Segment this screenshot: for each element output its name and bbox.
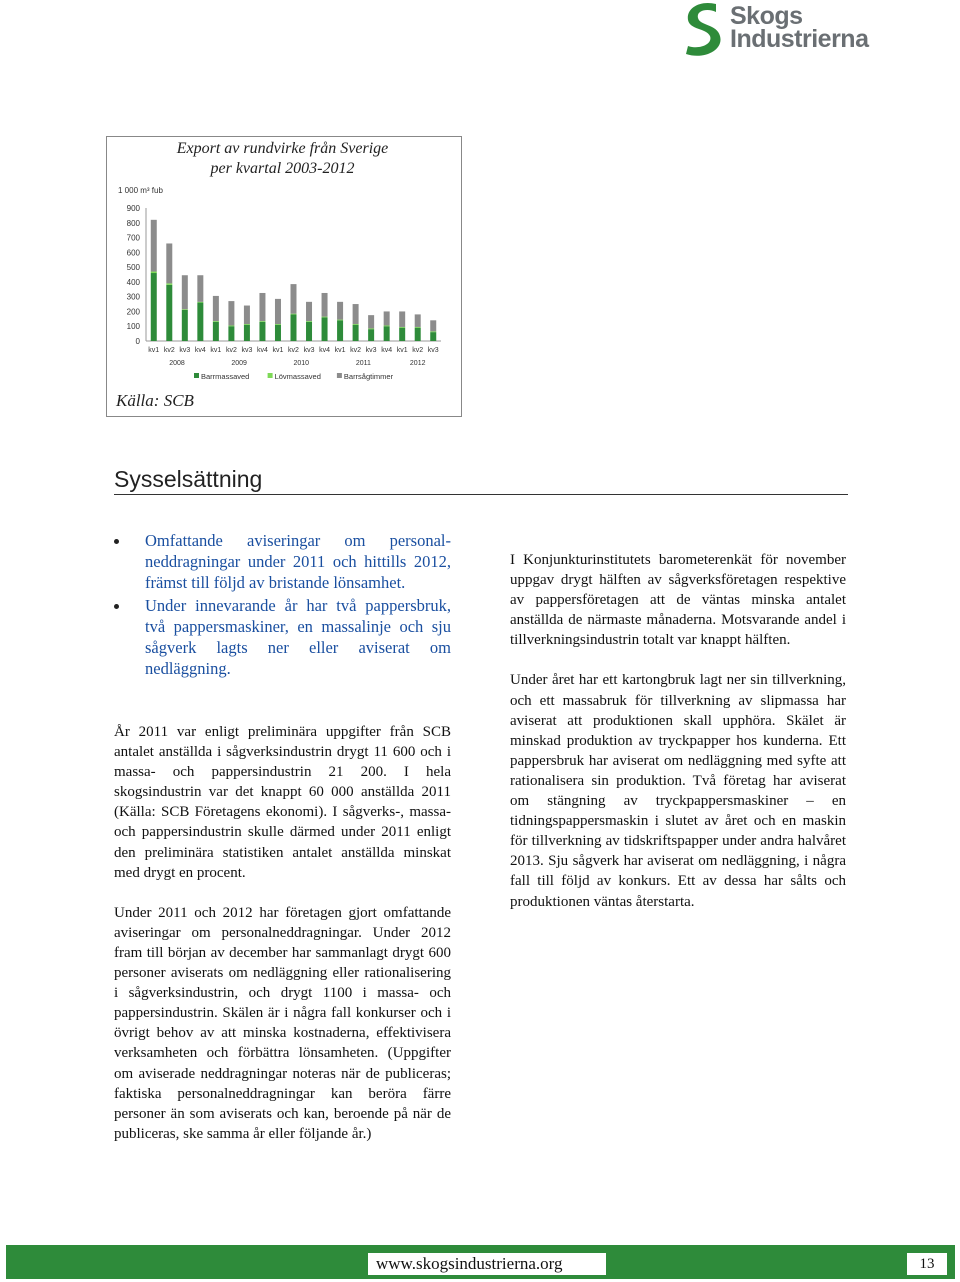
legend-swatch bbox=[194, 373, 199, 378]
left-column bbox=[114, 722, 451, 1164]
paragraph: Under året har ett kartongbruk lagt ner sin tillverkning, och ett massabruk för tillverkning av slipmassa har aviserat att produktionen skall upphöra. Skälet är minskad produktion av tryckpapper hos kunderna. Ett pappersbruk har aviserat om nedläggning med syfte att rationalisera sin produktion. Två företag har aviserat om stängning av tryckpappersmaskiner – en tidningspappersmaskin i slutet av året och en maskin för tillverkning av tidskriftspapper under andra halvåret 2013. Sju sågverk har aviserat om nedläggning, i några fall till följd av konkurs. Ett av dessa har sålts och produktionen väntas återstarta. bbox=[510, 672, 846, 910]
x-tick-label: kv2 bbox=[163, 347, 175, 354]
year-label: 2011 bbox=[355, 360, 371, 367]
bullet-text: Under innevarande år har två pappersbruk, två pappersmaskiner, en massalinje och sju sågverk lagts ner eller aviserat om nedläggning. bbox=[145, 596, 451, 678]
chart-title-line-1: Export av rundvirke från Sverige bbox=[176, 140, 389, 157]
x-tick-label: kv1 bbox=[148, 347, 160, 354]
x-tick-label: kv2 bbox=[412, 347, 424, 354]
legend-label: Lövmassaved bbox=[274, 372, 321, 381]
bar-segment-lövmassaved bbox=[430, 331, 436, 332]
bullet-dot-icon bbox=[114, 604, 119, 609]
heading-divider bbox=[114, 494, 848, 495]
bar-segment-barrsågtimmer bbox=[322, 293, 328, 317]
bar-segment-barrmassaved bbox=[197, 303, 203, 341]
bullet-item bbox=[114, 530, 451, 593]
bar-segment-barrmassaved bbox=[228, 326, 234, 341]
bar-segment-lövmassaved bbox=[384, 325, 390, 326]
bullet-item bbox=[114, 595, 451, 679]
bar-segment-barrsågtimmer bbox=[353, 304, 359, 324]
legend-label: Barrsågtimmer bbox=[343, 372, 394, 381]
bar-segment-barrmassaved bbox=[399, 328, 405, 341]
bar-segment-barrsågtimmer bbox=[228, 301, 234, 325]
bar-segment-lövmassaved bbox=[166, 283, 172, 284]
bar-segment-lövmassaved bbox=[151, 272, 157, 273]
bar-segment-barrmassaved bbox=[384, 326, 390, 341]
y-tick-label: 500 bbox=[126, 263, 140, 273]
bar-segment-barrsågtimmer bbox=[337, 302, 343, 320]
bullet-dot-icon bbox=[114, 539, 119, 544]
y-tick-label: 200 bbox=[126, 307, 140, 317]
x-tick-label: kv1 bbox=[334, 347, 346, 354]
bar-segment-barrsågtimmer bbox=[275, 299, 281, 324]
x-tick-label: kv1 bbox=[396, 347, 408, 354]
footer-url-link[interactable]: www.skogsindustrierna.org bbox=[368, 1253, 606, 1275]
x-tick-label: kv4 bbox=[194, 347, 206, 354]
bar-segment-barrsågtimmer bbox=[430, 320, 436, 331]
bar-segment-barrsågtimmer bbox=[151, 220, 157, 272]
bullet-list bbox=[114, 530, 451, 681]
bar-segment-barrsågtimmer bbox=[399, 311, 405, 327]
bar-segment-lövmassaved bbox=[337, 320, 343, 321]
x-tick-label: kv3 bbox=[241, 347, 253, 354]
bar-segment-barrmassaved bbox=[291, 314, 297, 341]
legend-swatch bbox=[268, 373, 273, 378]
bar-segment-barrsågtimmer bbox=[384, 311, 390, 325]
bar-segment-lövmassaved bbox=[291, 314, 297, 315]
bar-segment-barrsågtimmer bbox=[166, 243, 172, 283]
year-label: 2012 bbox=[409, 360, 426, 367]
bar-segment-barrmassaved bbox=[259, 322, 265, 341]
x-tick-label: kv4 bbox=[381, 347, 393, 354]
y-tick-label: 100 bbox=[126, 322, 140, 332]
chart-source: Källa: SCB bbox=[116, 391, 194, 410]
bar-segment-barrmassaved bbox=[275, 325, 281, 341]
year-label: 2009 bbox=[231, 360, 247, 367]
bar-segment-barrmassaved bbox=[337, 320, 343, 341]
bar-segment-barrmassaved bbox=[368, 329, 374, 341]
bar-segment-lövmassaved bbox=[182, 309, 188, 310]
y-tick-label: 900 bbox=[126, 204, 140, 213]
bar-segment-barrmassaved bbox=[244, 325, 250, 341]
bar-segment-lövmassaved bbox=[322, 317, 328, 318]
y-tick-label: 800 bbox=[126, 218, 140, 228]
bar-segment-barrmassaved bbox=[151, 273, 157, 341]
bar-segment-lövmassaved bbox=[353, 324, 359, 325]
bar-segment-lövmassaved bbox=[244, 324, 250, 325]
logo-word-1: Skogs bbox=[730, 2, 803, 30]
bar-segment-barrmassaved bbox=[182, 310, 188, 341]
section-heading: Sysselsättning bbox=[114, 466, 263, 492]
logo-mark-icon bbox=[680, 0, 728, 56]
bar-segment-barrsågtimmer bbox=[306, 302, 312, 321]
chart-title bbox=[160, 139, 405, 179]
bar-segment-barrsågtimmer bbox=[244, 306, 250, 324]
legend-label: Barrmassaved bbox=[201, 372, 250, 381]
bar-segment-barrsågtimmer bbox=[291, 284, 297, 314]
paragraph: Under 2011 och 2012 har företagen gjort omfattande aviseringar om personalneddragningar. Under 2012 fram till början av december har sammanlagt drygt 600 personer aviserats om nedläggning eller rationalisering i sågverksindustrin, och drygt 1100 i massa- och pappersindustrin. Skälen är i några fall konkurser och i övrigt behov av att minska kostnaderna, effektivisera verksamheten och förbättra lönsamheten. (Uppgifter om aviserade neddragningar noteras när de publiceras; faktiska personalneddragningar kan beröra färre personer än som aviserats och kan, beroende på när de publiceras, ske samma år eller följande år.) bbox=[114, 904, 451, 1142]
bar-segment-barrmassaved bbox=[166, 285, 172, 341]
bar-segment-barrsågtimmer bbox=[259, 293, 265, 321]
x-tick-label: kv4 bbox=[256, 347, 268, 354]
bar-segment-lövmassaved bbox=[228, 325, 234, 326]
bar-segment-barrmassaved bbox=[306, 322, 312, 341]
y-tick-label: 400 bbox=[126, 277, 140, 287]
logo-word-2: Industrierna bbox=[730, 25, 869, 53]
bar-segment-barrsågtimmer bbox=[415, 314, 421, 327]
y-axis-unit-label: 1 000 m³ fub bbox=[118, 186, 163, 195]
x-tick-label: kv2 bbox=[288, 347, 299, 354]
bar-segment-barrmassaved bbox=[213, 322, 219, 341]
bar-segment-barrmassaved bbox=[353, 325, 359, 341]
paragraph: I Konjunkturinstitutets barometerenkät för november uppgav drygt hälften av sågverksföretagen respektive av pappersföretagen att de väntas minska antalet anställda de närmaste månaderna. Motsvarande andel i tillverkningsindustrin totalt var knappt hälften. bbox=[510, 552, 846, 649]
year-label: 2010 bbox=[293, 360, 310, 367]
x-tick-label: kv3 bbox=[427, 347, 439, 354]
bar-segment-lövmassaved bbox=[259, 321, 265, 322]
paragraph: År 2011 var enligt preliminära uppgifter från SCB antalet anställda i sågverksindustrin drygt 11 600 och i massa- och pappersindustrin 21 200. I hela skogsindustrin var det knappt 60 000 anställda 2011 (Källa: SCB Företagens ekonomi). I sågverks-, massa- och pappersindustrin skulle därmed under 2011 enligt den preliminära statistiken antalet anställda minskat med drygt en procent. bbox=[114, 724, 451, 881]
bar-segment-barrsågtimmer bbox=[368, 315, 374, 328]
y-tick-label: 700 bbox=[126, 233, 140, 243]
x-tick-label: kv1 bbox=[210, 347, 222, 354]
bar-segment-lövmassaved bbox=[213, 321, 219, 322]
x-tick-label: kv3 bbox=[179, 347, 191, 354]
bar-segment-lövmassaved bbox=[275, 324, 281, 325]
bar-segment-lövmassaved bbox=[306, 321, 312, 322]
company-logo bbox=[680, 0, 890, 60]
x-tick-label: kv2 bbox=[350, 347, 362, 354]
bar-segment-lövmassaved bbox=[399, 327, 405, 328]
x-tick-label: kv4 bbox=[319, 347, 331, 354]
x-tick-label: kv2 bbox=[225, 347, 237, 354]
bar-segment-barrmassaved bbox=[430, 332, 436, 341]
bar-segment-lövmassaved bbox=[368, 328, 374, 329]
bar-segment-barrsågtimmer bbox=[182, 275, 188, 309]
export-chart bbox=[106, 180, 460, 390]
x-tick-label: kv3 bbox=[365, 347, 377, 354]
bar-segment-lövmassaved bbox=[197, 302, 203, 303]
x-tick-label: kv3 bbox=[303, 347, 315, 354]
y-tick-label: 300 bbox=[126, 292, 140, 302]
page-number: 13 bbox=[907, 1253, 947, 1275]
year-label: 2008 bbox=[169, 360, 185, 367]
legend-swatch bbox=[337, 373, 342, 378]
y-tick-label: 0 bbox=[135, 337, 140, 346]
y-tick-label: 600 bbox=[126, 248, 140, 258]
chart-title-line-2: per kvartal 2003-2012 bbox=[210, 160, 355, 177]
bar-segment-lövmassaved bbox=[415, 327, 421, 328]
right-column bbox=[510, 550, 846, 932]
bar-segment-barrsågtimmer bbox=[213, 296, 219, 321]
bar-segment-barrmassaved bbox=[322, 317, 328, 341]
bar-segment-barrsågtimmer bbox=[197, 275, 203, 302]
bullet-text: Omfattande aviseringar om personalneddragningar under 2011 och hittills 2012, främst till följd av bristande lönsamhet. bbox=[145, 531, 451, 592]
bar-segment-barrmassaved bbox=[415, 328, 421, 341]
x-tick-label: kv1 bbox=[272, 347, 284, 354]
